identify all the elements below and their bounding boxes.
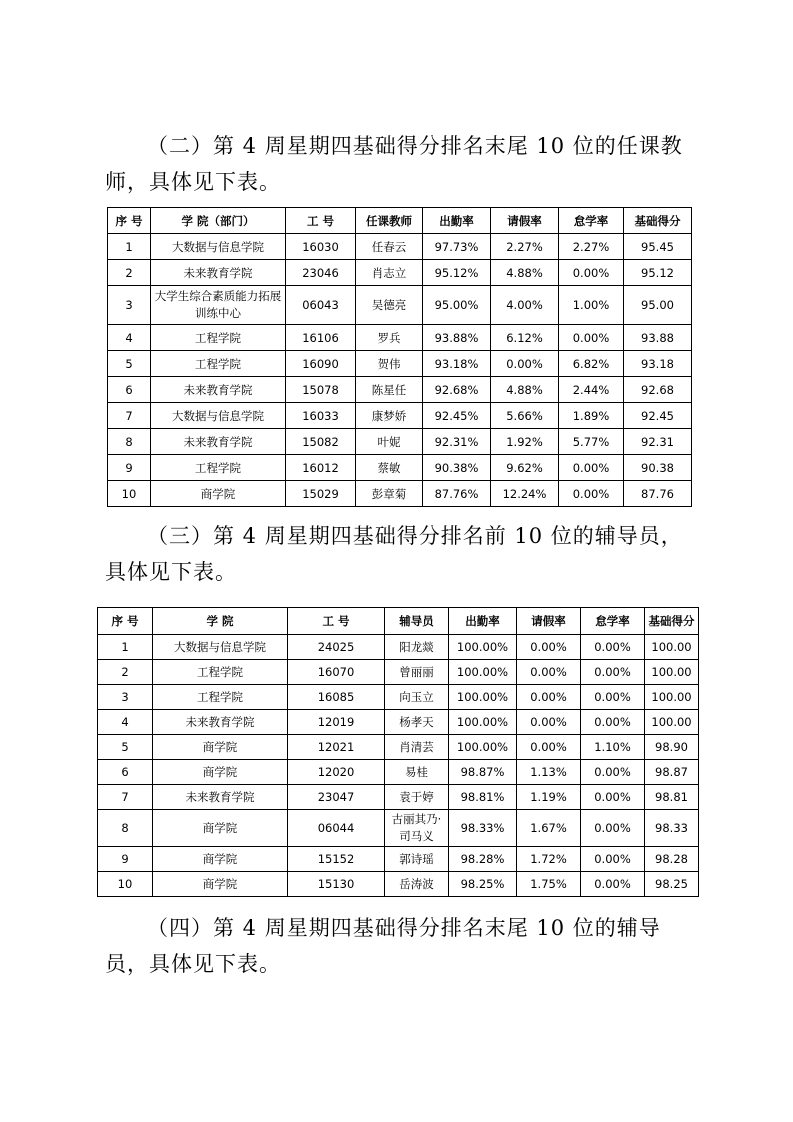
table-cell: 98.90 xyxy=(645,735,699,760)
table-cell: 16085 xyxy=(288,685,385,710)
table-cell: 商学院 xyxy=(153,735,288,760)
table-header-row xyxy=(98,608,699,635)
table-row xyxy=(98,872,699,897)
table-cell: 9.62% xyxy=(491,455,559,481)
table-cell: 叶妮 xyxy=(356,429,423,455)
table-cell: 贺伟 xyxy=(356,351,423,377)
table-row xyxy=(98,760,699,785)
header-cell: 请假率 xyxy=(491,208,559,234)
table-cell: 0.00% xyxy=(559,481,624,507)
table-cell: 23046 xyxy=(286,260,356,286)
table-cell: 95.45 xyxy=(624,234,692,260)
table-cell: 杨孝天 xyxy=(385,710,449,735)
table-row xyxy=(108,481,692,507)
table-cell: 3 xyxy=(108,286,151,325)
table-cell: 工程学院 xyxy=(151,351,286,377)
table-row xyxy=(108,351,692,377)
table-cell: 1.13% xyxy=(517,760,581,785)
table-cell: 未来教育学院 xyxy=(153,710,288,735)
table-cell: 100.00% xyxy=(449,735,517,760)
table-cell: 87.76 xyxy=(624,481,692,507)
table-cell: 12021 xyxy=(288,735,385,760)
table-cell: 0.00% xyxy=(581,847,645,872)
table-cell: 98.33% xyxy=(449,810,517,847)
table-cell: 1.92% xyxy=(491,429,559,455)
table-cell: 1.19% xyxy=(517,785,581,810)
table-cell: 1.10% xyxy=(581,735,645,760)
table-cell: 1.67% xyxy=(517,810,581,847)
table-cell: 24025 xyxy=(288,635,385,660)
table-cell: 5 xyxy=(98,735,153,760)
section4-paragraph: （四）第 4 周星期四基础得分排名末尾 10 位的辅导员，具体见下表。 xyxy=(105,916,661,976)
table-cell: 0.00% xyxy=(581,635,645,660)
table-row xyxy=(108,429,692,455)
table-cell: 98.28 xyxy=(645,847,699,872)
header-cell: 出勤率 xyxy=(449,608,517,635)
table-cell: 袁于婷 xyxy=(385,785,449,810)
table-cell: 2 xyxy=(108,260,151,286)
table-row xyxy=(98,785,699,810)
table-cell: 92.68% xyxy=(423,377,491,403)
header-cell: 请假率 xyxy=(517,608,581,635)
table-cell: 95.00 xyxy=(624,286,692,325)
table-cell: 0.00% xyxy=(517,660,581,685)
header-cell: 辅导员 xyxy=(385,608,449,635)
table-cell: 5.66% xyxy=(491,403,559,429)
table-cell: 0.00% xyxy=(581,685,645,710)
table-cell: 10 xyxy=(98,872,153,897)
table-cell: 大学生综合素质能力拓展训练中心 xyxy=(151,286,286,325)
table-cell: 98.87% xyxy=(449,760,517,785)
table-cell: 大数据与信息学院 xyxy=(151,403,286,429)
table-cell: 100.00 xyxy=(645,635,699,660)
table-cell: 16033 xyxy=(286,403,356,429)
table-cell: 罗兵 xyxy=(356,325,423,351)
table-cell: 未来教育学院 xyxy=(151,429,286,455)
header-cell: 学 院 xyxy=(153,608,288,635)
table-cell: 工程学院 xyxy=(151,455,286,481)
table-cell: 95.12 xyxy=(624,260,692,286)
table-cell: 1 xyxy=(98,635,153,660)
table-cell: 商学院 xyxy=(153,760,288,785)
header-cell: 怠学率 xyxy=(559,208,624,234)
table-cell: 0.00% xyxy=(559,455,624,481)
table-cell: 93.18 xyxy=(624,351,692,377)
table-cell: 彭章菊 xyxy=(356,481,423,507)
table-cell: 向玉立 xyxy=(385,685,449,710)
table-row xyxy=(98,635,699,660)
table-cell: 97.73% xyxy=(423,234,491,260)
header-cell: 任课教师 xyxy=(356,208,423,234)
table-cell: 6 xyxy=(108,377,151,403)
table-cell: 100.00% xyxy=(449,710,517,735)
table-cell: 0.00% xyxy=(581,710,645,735)
table-cell: 23047 xyxy=(288,785,385,810)
table-cell: 曾丽丽 xyxy=(385,660,449,685)
section3-paragraph: （三）第 4 周星期四基础得分排名前 10 位的辅导员，具体见下表。 xyxy=(105,524,683,584)
header-cell: 学 院（部门） xyxy=(151,208,286,234)
table-cell: 陈星任 xyxy=(356,377,423,403)
table-cell: 任春云 xyxy=(356,234,423,260)
table-cell: 15078 xyxy=(286,377,356,403)
table-cell: 8 xyxy=(98,810,153,847)
table-cell: 商学院 xyxy=(153,810,288,847)
table-cell: 商学院 xyxy=(151,481,286,507)
table-cell: 工程学院 xyxy=(151,325,286,351)
table-cell: 1.75% xyxy=(517,872,581,897)
table-cell: 15029 xyxy=(286,481,356,507)
counselor-top10-table xyxy=(97,607,699,897)
table-cell: 商学院 xyxy=(153,847,288,872)
table-cell: 16070 xyxy=(288,660,385,685)
table-cell: 0.00% xyxy=(517,685,581,710)
table-cell: 阳龙燚 xyxy=(385,635,449,660)
table-row xyxy=(98,810,699,847)
table-cell: 未来教育学院 xyxy=(153,785,288,810)
table-cell: 2.27% xyxy=(559,234,624,260)
table-cell: 大数据与信息学院 xyxy=(153,635,288,660)
table-cell: 8 xyxy=(108,429,151,455)
table-cell: 90.38% xyxy=(423,455,491,481)
table-row xyxy=(98,735,699,760)
table-row xyxy=(98,847,699,872)
table-cell: 100.00 xyxy=(645,710,699,735)
table-cell: 肖清芸 xyxy=(385,735,449,760)
table-cell: 98.81 xyxy=(645,785,699,810)
header-cell: 怠学率 xyxy=(581,608,645,635)
table-cell: 2.27% xyxy=(491,234,559,260)
table-cell: 工程学院 xyxy=(153,660,288,685)
table-cell: 4 xyxy=(98,710,153,735)
table-cell: 吴德亮 xyxy=(356,286,423,325)
table-cell: 0.00% xyxy=(491,351,559,377)
table-cell: 未来教育学院 xyxy=(151,377,286,403)
table-cell: 0.00% xyxy=(517,710,581,735)
table-cell: 0.00% xyxy=(559,325,624,351)
table-cell: 98.25% xyxy=(449,872,517,897)
table-cell: 0.00% xyxy=(581,785,645,810)
table-cell: 0.00% xyxy=(581,660,645,685)
table-header-row xyxy=(108,208,692,234)
header-cell: 出勤率 xyxy=(423,208,491,234)
table-cell: 6.82% xyxy=(559,351,624,377)
table-cell: 12019 xyxy=(288,710,385,735)
table-cell: 16030 xyxy=(286,234,356,260)
table-cell: 7 xyxy=(108,403,151,429)
table-cell: 岳涛波 xyxy=(385,872,449,897)
table-cell: 98.33 xyxy=(645,810,699,847)
table-cell: 06043 xyxy=(286,286,356,325)
table-cell: 商学院 xyxy=(153,872,288,897)
table-cell: 蔡敏 xyxy=(356,455,423,481)
table-cell: 5.77% xyxy=(559,429,624,455)
table-cell: 92.31 xyxy=(624,429,692,455)
table-cell: 1.89% xyxy=(559,403,624,429)
table-row xyxy=(108,260,692,286)
table-cell: 3 xyxy=(98,685,153,710)
table-cell: 93.88 xyxy=(624,325,692,351)
table-cell: 0.00% xyxy=(517,635,581,660)
table-cell: 1.72% xyxy=(517,847,581,872)
table-cell: 16012 xyxy=(286,455,356,481)
table-cell: 4.00% xyxy=(491,286,559,325)
table-cell: 100.00% xyxy=(449,660,517,685)
table-cell: 易桂 xyxy=(385,760,449,785)
table-cell: 4.88% xyxy=(491,377,559,403)
table-cell: 9 xyxy=(98,847,153,872)
table-cell: 93.18% xyxy=(423,351,491,377)
table-cell: 2.44% xyxy=(559,377,624,403)
table-cell: 12020 xyxy=(288,760,385,785)
table-cell: 郭诗瑶 xyxy=(385,847,449,872)
table-cell: 6.12% xyxy=(491,325,559,351)
section2-paragraph: （二）第 4 周星期四基础得分排名末尾 10 位的任课教师，具体见下表。 xyxy=(105,134,683,194)
table-cell: 92.31% xyxy=(423,429,491,455)
table-cell: 93.88% xyxy=(423,325,491,351)
table-cell: 92.45 xyxy=(624,403,692,429)
table-cell: 4 xyxy=(108,325,151,351)
header-cell: 工 号 xyxy=(288,608,385,635)
table-row xyxy=(98,710,699,735)
table-cell: 16106 xyxy=(286,325,356,351)
table-cell: 0.00% xyxy=(581,810,645,847)
table-row xyxy=(108,325,692,351)
table-cell: 100.00% xyxy=(449,635,517,660)
table-cell: 92.45% xyxy=(423,403,491,429)
table-cell: 12.24% xyxy=(491,481,559,507)
table-cell: 95.00% xyxy=(423,286,491,325)
header-cell: 基础得分 xyxy=(645,608,699,635)
table-cell: 未来教育学院 xyxy=(151,260,286,286)
table-cell: 16090 xyxy=(286,351,356,377)
table-cell: 06044 xyxy=(288,810,385,847)
table-row xyxy=(108,403,692,429)
table-cell: 康梦娇 xyxy=(356,403,423,429)
table-row xyxy=(108,234,692,260)
table-cell: 肖志立 xyxy=(356,260,423,286)
table-cell: 95.12% xyxy=(423,260,491,286)
table-cell: 87.76% xyxy=(423,481,491,507)
table-cell: 7 xyxy=(98,785,153,810)
table-cell: 98.28% xyxy=(449,847,517,872)
table-cell: 0.00% xyxy=(581,760,645,785)
table-cell: 0.00% xyxy=(559,260,624,286)
table-cell: 4.88% xyxy=(491,260,559,286)
table-cell: 大数据与信息学院 xyxy=(151,234,286,260)
table-cell: 1 xyxy=(108,234,151,260)
header-cell: 工 号 xyxy=(286,208,356,234)
table-cell: 2 xyxy=(98,660,153,685)
table-cell: 98.25 xyxy=(645,872,699,897)
header-cell: 序 号 xyxy=(108,208,151,234)
table-row xyxy=(98,685,699,710)
table-cell: 6 xyxy=(98,760,153,785)
table-cell: 90.38 xyxy=(624,455,692,481)
table-row xyxy=(98,660,699,685)
table-cell: 0.00% xyxy=(517,735,581,760)
table-cell: 98.81% xyxy=(449,785,517,810)
table-cell: 100.00% xyxy=(449,685,517,710)
header-cell: 基础得分 xyxy=(624,208,692,234)
table-cell: 9 xyxy=(108,455,151,481)
table-cell: 100.00 xyxy=(645,660,699,685)
header-cell: 序 号 xyxy=(98,608,153,635)
teacher-bottom10-table xyxy=(107,207,692,507)
table-cell: 10 xyxy=(108,481,151,507)
table-cell: 古丽其乃·司马义 xyxy=(385,810,449,847)
table-cell: 15130 xyxy=(288,872,385,897)
table-cell: 5 xyxy=(108,351,151,377)
table-row xyxy=(108,455,692,481)
table-cell: 1.00% xyxy=(559,286,624,325)
table-cell: 0.00% xyxy=(581,872,645,897)
table-cell: 15152 xyxy=(288,847,385,872)
table-cell: 工程学院 xyxy=(153,685,288,710)
table-cell: 15082 xyxy=(286,429,356,455)
table-cell: 100.00 xyxy=(645,685,699,710)
table-row xyxy=(108,286,692,325)
table-cell: 92.68 xyxy=(624,377,692,403)
table-row xyxy=(108,377,692,403)
table-cell: 98.87 xyxy=(645,760,699,785)
